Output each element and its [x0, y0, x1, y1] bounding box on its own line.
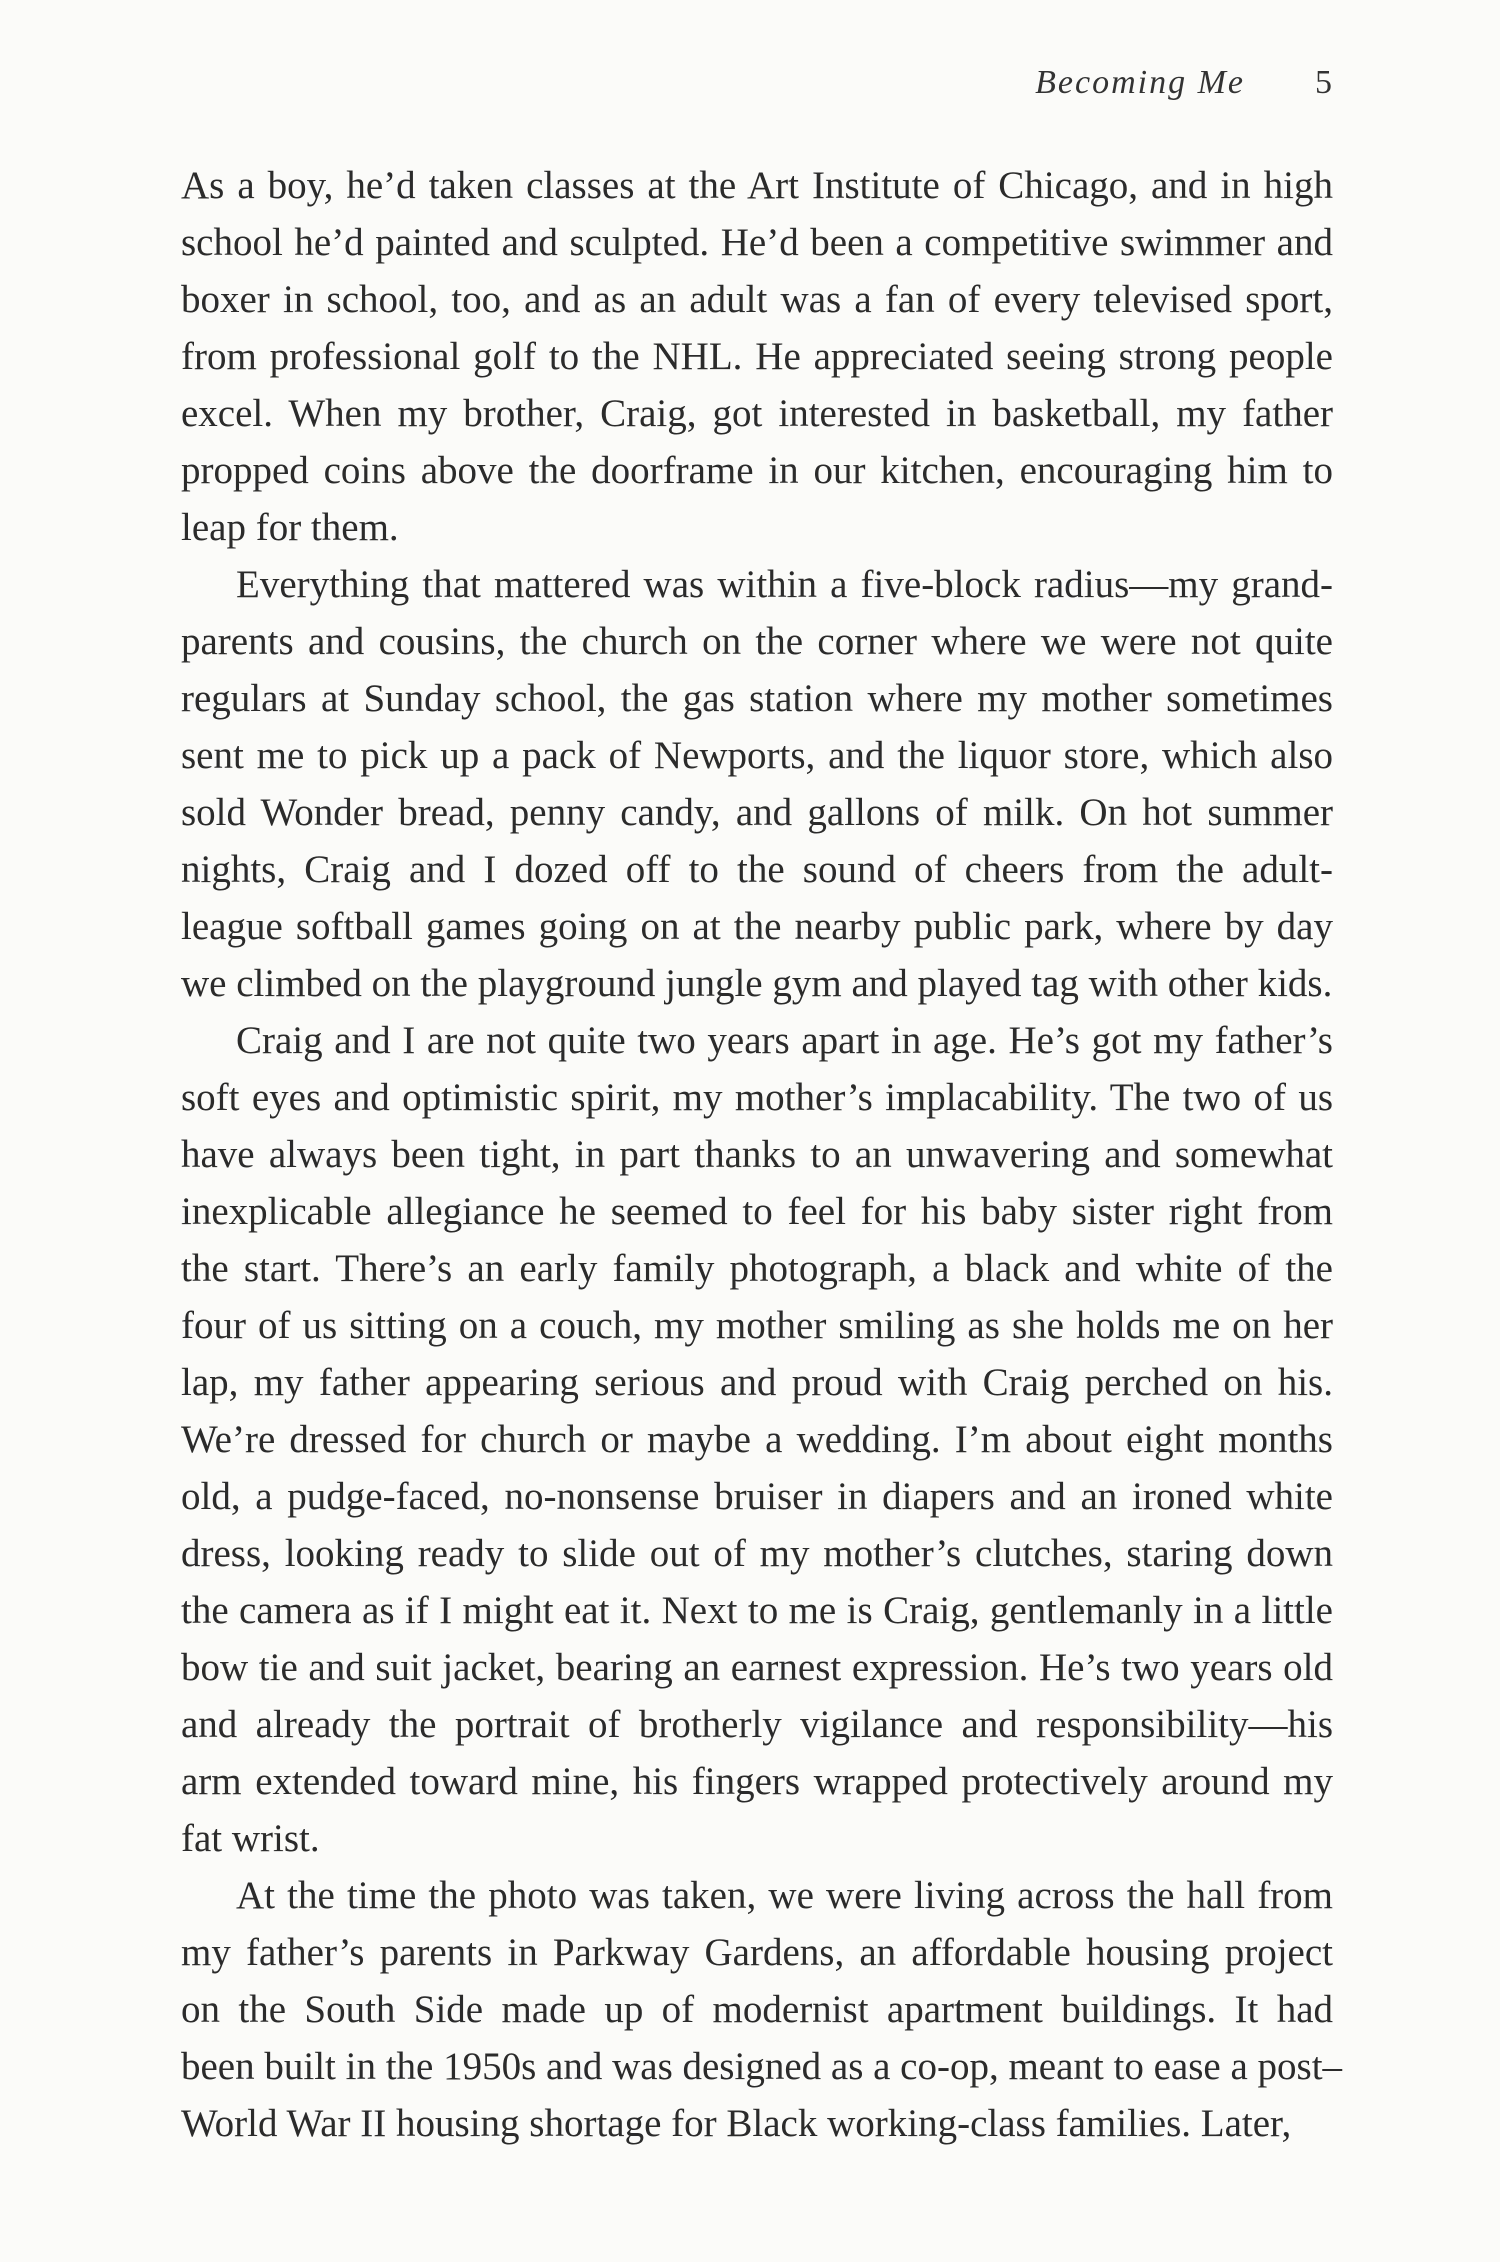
text-line: World War II housing shortage for Black working-class families. Later, — [181, 2102, 1292, 2145]
text-line: my father’s parents in Parkway Gardens, an affordable housing project — [181, 1931, 1333, 1974]
body-text — [181, 157, 1343, 2152]
text-line: leap for them. — [181, 506, 399, 549]
text-line: As a boy, he’d taken classes at the Art Institute of Chicago, and in high — [181, 164, 1333, 207]
text-line: soft eyes and optimistic spirit, my mother’s implacability. The two of us — [181, 1076, 1333, 1119]
text-line: boxer in school, too, and as an adult was a fan of every televised sport, — [181, 278, 1333, 321]
text-line: At the time the photo was taken, we were living across the hall from — [236, 1874, 1333, 1917]
text-line: four of us sitting on a couch, my mother smiling as she holds me on her — [181, 1304, 1333, 1347]
running-title: Becoming Me — [1035, 64, 1245, 101]
text-line: Everything that mattered was within a five-block radius—my grand- — [236, 563, 1333, 606]
text-line: propped coins above the doorframe in our kitchen, encouraging him to — [181, 449, 1333, 492]
text-line: Craig and I are not quite two years apart in age. He’s got my father’s — [236, 1019, 1333, 1062]
text-line: been built in the 1950s and was designed as a co-op, meant to ease a post– — [181, 2045, 1343, 2088]
text-line: and already the portrait of brotherly vigilance and responsibility—his — [181, 1703, 1333, 1746]
paragraph — [181, 157, 1333, 556]
text-line: arm extended toward mine, his fingers wrapped protectively around my — [181, 1760, 1333, 1803]
text-line: sold Wonder bread, penny candy, and gallons of milk. On hot summer — [181, 791, 1333, 834]
text-line: on the South Side made up of modernist apartment buildings. It had — [181, 1988, 1333, 2031]
text-line: lap, my father appearing serious and proud with Craig perched on his. — [181, 1361, 1333, 1404]
running-head — [1035, 64, 1334, 102]
paragraph — [181, 556, 1333, 1012]
text-line: fat wrist. — [181, 1817, 320, 1860]
text-line: league softball games going on at the nearby public park, where by day — [181, 905, 1333, 948]
text-line: nights, Craig and I dozed off to the sound of cheers from the adult- — [181, 848, 1333, 891]
text-line: bow tie and suit jacket, bearing an earnest expression. He’s two years old — [181, 1646, 1333, 1689]
text-line: have always been tight, in part thanks to an unwavering and somewhat — [181, 1133, 1333, 1176]
text-line: inexplicable allegiance he seemed to feel for his baby sister right from — [181, 1190, 1333, 1233]
page-number: 5 — [1315, 64, 1334, 101]
text-line: school he’d painted and sculpted. He’d been a competitive swimmer and — [181, 221, 1333, 264]
text-line: We’re dressed for church or maybe a wedding. I’m about eight months — [181, 1418, 1333, 1461]
text-line: sent me to pick up a pack of Newports, and the liquor store, which also — [181, 734, 1333, 777]
text-line: regulars at Sunday school, the gas station where my mother sometimes — [181, 677, 1333, 720]
text-line: old, a pudge-faced, no-nonsense bruiser in diapers and an ironed white — [181, 1475, 1333, 1518]
text-line: we climbed on the playground jungle gym and played tag with other kids. — [181, 962, 1333, 1005]
text-line: excel. When my brother, Craig, got interested in basketball, my father — [181, 392, 1333, 435]
text-line: from professional golf to the NHL. He appreciated seeing strong people — [181, 335, 1333, 378]
paragraph — [181, 1867, 1343, 2152]
text-line: dress, looking ready to slide out of my mother’s clutches, staring down — [181, 1532, 1333, 1575]
text-line: parents and cousins, the church on the corner where we were not quite — [181, 620, 1333, 663]
text-line: the start. There’s an early family photograph, a black and white of the — [181, 1247, 1333, 1290]
text-line: the camera as if I might eat it. Next to me is Craig, gentlemanly in a little — [181, 1589, 1333, 1632]
paragraph — [181, 1012, 1333, 1867]
